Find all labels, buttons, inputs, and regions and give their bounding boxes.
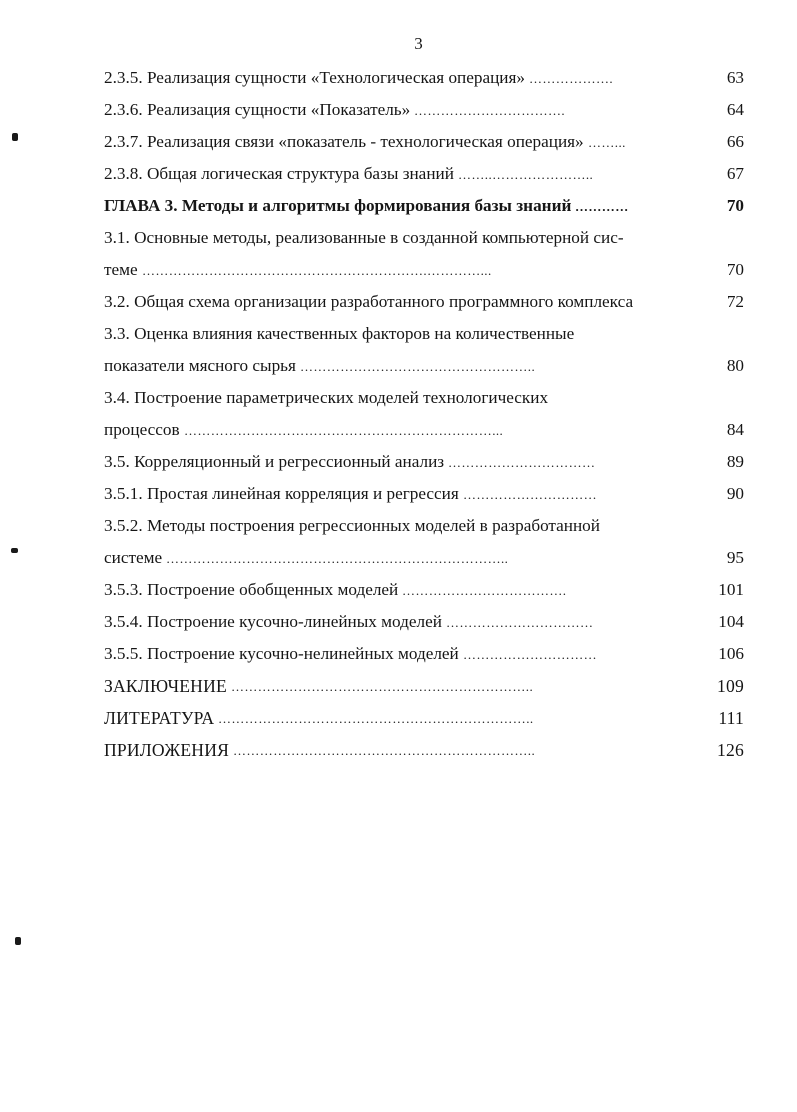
toc-entry-page-number: 64 — [726, 100, 744, 119]
toc-entry — [104, 446, 744, 478]
toc-entry — [104, 574, 744, 606]
toc-entry-title: 3.5.1. Простая линейная корреляция и регрессия — [104, 484, 459, 503]
toc-entry-page-number: 89 — [726, 452, 744, 471]
toc-entry — [104, 94, 744, 126]
toc-entry — [104, 638, 744, 670]
toc-entry-title: процессов — [104, 420, 180, 439]
toc-entry-leader-dots: ………………………………………………………….. — [233, 743, 536, 758]
toc-entry-page-number: 70 — [726, 196, 744, 215]
toc-entry — [104, 734, 744, 766]
toc-entry-title: 3.5.3. Построение обобщенных моделей — [104, 580, 399, 599]
toc-entry-title: 2.3.5. Реализация сущности «Технологическая операция» — [104, 68, 526, 87]
toc-entry — [104, 350, 744, 382]
toc-entry-leader-dots: …………………………………………….. — [300, 359, 536, 374]
toc-entry — [104, 510, 744, 542]
toc-entry-title: 3.5.5. Построение кусочно-нелинейных моделей — [104, 644, 459, 663]
toc-entry — [104, 382, 744, 414]
toc-entry — [104, 158, 744, 190]
toc-entry-page-number: 70 — [726, 260, 744, 279]
toc-entry-title: ПРИЛОЖЕНИЯ — [104, 740, 230, 760]
toc-entry-leader-dots: ………………………… — [463, 487, 597, 502]
toc-entry-leader-dots: ……………………………………………………………... — [184, 423, 504, 438]
toc-entry-page-number: 72 — [726, 292, 744, 311]
toc-entry-page-number: 111 — [718, 708, 744, 728]
toc-entry-title: 3.4. Построение параметрических моделей технологических — [104, 388, 549, 407]
toc-entry-title: 3.1. Основные методы, реализованные в созданной компьютерной сис- — [104, 228, 624, 247]
toc-entry-leader-dots: ……..………………….. — [458, 167, 594, 182]
toc-entry-page-number: 101 — [718, 580, 744, 599]
toc-entry-page-number: 66 — [726, 132, 744, 151]
toc-entry — [104, 126, 744, 158]
toc-entry-leader-dots: ………………………………. — [402, 583, 567, 598]
toc-entry-page-number: 95 — [726, 548, 744, 567]
toc-entry-title: ГЛАВА 3. Методы и алгоритмы формирования базы знаний — [104, 196, 572, 215]
toc-entry — [104, 62, 744, 94]
toc-entry — [104, 670, 744, 702]
scan-mark — [11, 548, 18, 553]
toc-entry-leader-dots: ……………………………………………………….…………... — [142, 263, 492, 278]
toc-entry-title: 3.5.2. Методы построения регрессионных моделей в разработанной — [104, 516, 600, 535]
toc-entry-title: 2.3.6. Реализация сущности «Показатель» — [104, 100, 411, 119]
toc-entry — [104, 286, 744, 318]
toc-entry-page-number: 106 — [718, 644, 744, 663]
toc-entry-page-number: 90 — [726, 484, 744, 503]
toc-entry-page-number: 126 — [717, 740, 744, 760]
toc-entry-title: 3.5. Корреляционный и регрессионный анализ — [104, 452, 445, 471]
toc-entry-page-number: 109 — [717, 676, 744, 696]
toc-entry-title: 2.3.8. Общая логическая структура базы знаний — [104, 164, 454, 183]
toc-entry-page-number: 84 — [726, 420, 744, 439]
toc-entry — [104, 702, 744, 734]
toc-entry-leader-dots: …………………………………………………………….. — [218, 711, 534, 726]
table-of-contents — [104, 62, 744, 766]
toc-entry — [104, 318, 744, 350]
toc-entry-leader-dots: …………………………… — [448, 455, 596, 470]
toc-entry-leader-dots: ………………………… — [463, 647, 597, 662]
toc-entry-title: ЗАКЛЮЧЕНИЕ — [104, 676, 227, 696]
toc-entry-page-number: 80 — [726, 356, 744, 375]
toc-entry-leader-dots: ………………………………………………………….. — [231, 679, 534, 694]
toc-entry-title: показатели мясного сырья — [104, 356, 296, 375]
toc-entry-title: 2.3.7. Реализация связи «показатель - технологическая операция» — [104, 132, 584, 151]
toc-entry-title: 3.3. Оценка влияния качественных факторов на количественные — [104, 324, 575, 343]
toc-entry-page-number: 104 — [718, 612, 744, 631]
toc-entry-leader-dots: ……... — [588, 135, 626, 150]
toc-entry — [104, 478, 744, 510]
toc-entry — [104, 414, 744, 446]
toc-entry-page-number: 67 — [726, 164, 744, 183]
scan-mark — [12, 133, 18, 141]
toc-entry-title: 3.2. Общая схема организации разработанного программного комплекса — [104, 292, 634, 311]
toc-entry — [104, 542, 744, 574]
toc-entry-leader-dots: ………… — [575, 199, 629, 214]
toc-entry-title: системе — [104, 548, 163, 567]
toc-entry-leader-dots: ……………………………. — [414, 103, 566, 118]
toc-entry-leader-dots: ………………. — [529, 71, 614, 86]
toc-entry — [104, 190, 744, 222]
toc-entry-leader-dots: …………………………… — [446, 615, 594, 630]
toc-entry-title: теме — [104, 260, 138, 279]
toc-entry — [104, 254, 744, 286]
scan-mark — [15, 937, 21, 945]
toc-entry-title: ЛИТЕРАТУРА — [104, 708, 215, 728]
page-number: 3 — [414, 34, 423, 53]
toc-entry-title: 3.5.4. Построение кусочно-линейных моделей — [104, 612, 442, 631]
toc-entry — [104, 222, 744, 254]
toc-entry-page-number: 63 — [726, 68, 744, 87]
toc-entry — [104, 606, 744, 638]
toc-entry-leader-dots: ………………………………………………………………….. — [166, 551, 509, 566]
